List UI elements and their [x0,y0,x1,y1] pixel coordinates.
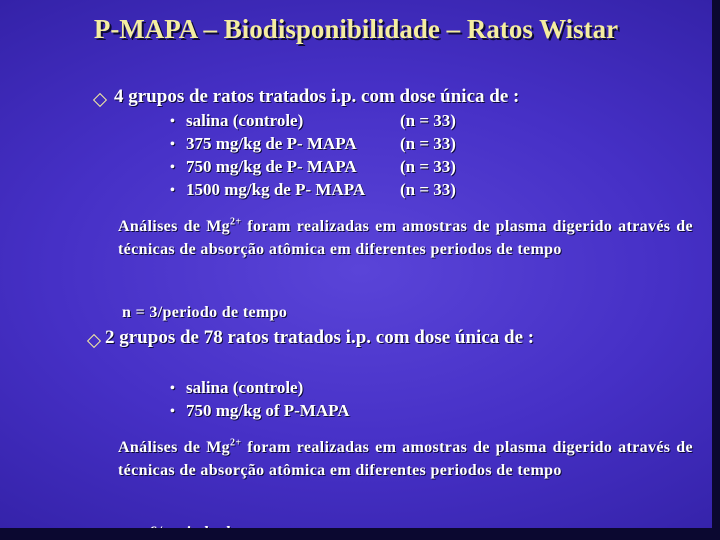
bullet-dot-icon: • [170,183,175,198]
group-dose: 750 mg/kg of P-MAPA [186,401,350,420]
analysis-text-start: Análises de Mg [118,218,230,235]
list-item [170,401,350,424]
analysis-text-end: foram realizadas em amostras de plasma digerido através de técnicas de absorção atômica em diferentes periodos de tempo [118,218,693,258]
list-item [170,134,456,157]
section1-heading: 4 grupos de ratos tratados i.p. com dose única de : [114,86,520,107]
group-dose: salina (controle) [186,111,304,130]
diamond-bullet-icon [93,93,107,107]
bullet-dot-icon: • [170,114,175,129]
group-dose: 375 mg/kg de P- MAPA [186,134,357,153]
section1-analysis [118,215,693,261]
bullet-dot-icon: • [170,381,175,396]
group-count: (n = 33) [400,111,456,130]
slide-title: P-MAPA – Biodisponibilidade – Ratos Wistar [93,14,619,44]
bullet-dot-icon: • [170,160,175,175]
group-count: (n = 33) [400,157,456,176]
diamond-bullet-icon [87,334,101,348]
list-item [170,111,456,134]
analysis-text-start: Análises de Mg [118,439,230,456]
section1-group-list [170,111,456,203]
analysis-superscript: 2+ [230,216,242,228]
analysis-text-end: foram realizadas em amostras de plasma digerido através de técnicas de absorção atômica em diferentes periodos de tempo [118,439,693,479]
analysis-superscript: 2+ [230,437,242,449]
section2-heading: 2 grupos de 78 ratos tratados i.p. com dose única de : [105,327,535,348]
list-item [170,180,456,203]
group-dose: 1500 mg/kg de P- MAPA [186,180,366,199]
section2-sample-size: n = 6/periodo de tempo [122,524,288,540]
group-count: (n = 33) [400,134,456,153]
group-count: (n = 33) [400,180,456,199]
section2-analysis [118,436,693,482]
list-item [170,378,304,401]
bullet-dot-icon: • [170,137,175,152]
section2-group-list [170,378,350,424]
group-dose: salina (controle) [186,378,304,397]
list-item [170,157,456,180]
group-dose: 750 mg/kg de P- MAPA [186,157,357,176]
bullet-dot-icon: • [170,404,175,419]
section1-sample-size: n = 3/periodo de tempo [122,304,288,321]
